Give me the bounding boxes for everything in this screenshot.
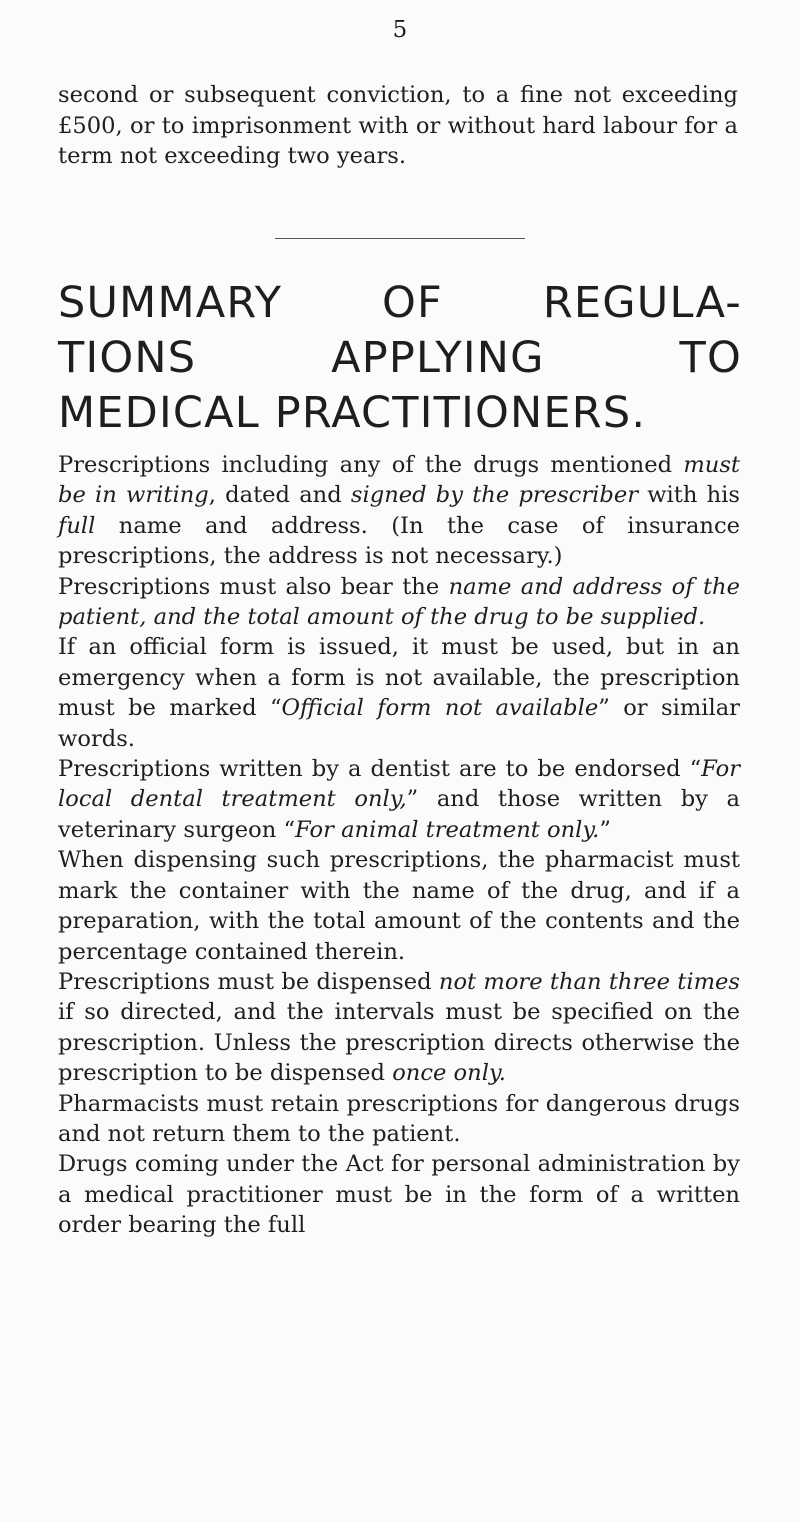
paragraph-dentist-veterinary [58,754,740,845]
paragraph-patient-details [58,572,740,633]
emphasis-text: name and address of the patient, and the total amount of the drug to be supplied. [58,573,740,631]
heading-line-3: MEDICAL PRACTITIONERS. [58,388,647,438]
emphasis-text: full [58,512,96,539]
page-number: 5 [392,17,408,43]
heading-line-1: SUMMARY OF REGULA- [58,278,742,328]
text-run: When dispensing such prescriptions, the pharmacist must mark the container with the name of the drug, and if a preparation, with the total amount of the contents and the percentage contained therein. [58,847,740,965]
text-run: Prescriptions including any of the drugs mentioned [58,452,684,478]
intro-paragraph: second or subsequent conviction, to a fine not exceeding £500, or to imprisonment with or without hard labour for a term not exceeding two years. [58,82,738,169]
emphasis-text: For local dental treatment only, [58,756,740,813]
text-run: Drugs coming under the Act for personal administration by a medical practitioner must be in the form of a written order bearing the full [58,1151,740,1239]
text-run: name and address. (In the case of insurance prescriptions, the address is not necessary.) [58,512,740,570]
text-run: Pharmacists must retain prescriptions for dangerous drugs and not return them to the patient. [58,1090,740,1147]
text-run: ” or similar words. [58,695,740,752]
paragraph-official-form [58,632,740,754]
section-divider [275,238,525,239]
text-run: , dated and [208,482,351,509]
paragraph-written-prescriptions [58,450,740,572]
paragraph-personal-administration [58,1149,740,1240]
text-run: Prescriptions must also bear the [58,573,449,600]
emphasis-text: Official form not available [281,695,599,722]
emphasis-text: For animal treatment only. [295,816,600,843]
paragraph-retain-prescriptions [58,1089,740,1150]
emphasis-text: signed by the prescriber [350,482,638,509]
text-run: If an official form is issued, it must be used, but in an emergency when a form is not available, the prescription must be marked “ [58,634,740,722]
section-heading [58,276,742,441]
paragraph-dispense-limits [58,967,740,1089]
text-run: ” and those written by a veterinary surgeon “ [58,786,741,843]
regulations-body [58,450,740,1241]
emphasis-text: must be in writing [58,452,740,509]
text-run: Prescriptions must be dispensed [58,968,439,995]
heading-line-2: TIONS APPLYING TO [58,333,742,383]
emphasis-text: once only. [392,1060,506,1087]
paragraph-dispensing-container [58,845,740,967]
text-run: Prescriptions written by a dentist are to be endorsed “ [58,756,702,783]
text-run: if so directed, and the intervals must be specified on the prescription. Unless the prescription directs otherwise the prescription to be dispensed [58,999,740,1087]
text-run: ” [599,816,611,843]
emphasis-text: not more than three times [438,968,740,995]
text-run: with his [638,482,740,509]
